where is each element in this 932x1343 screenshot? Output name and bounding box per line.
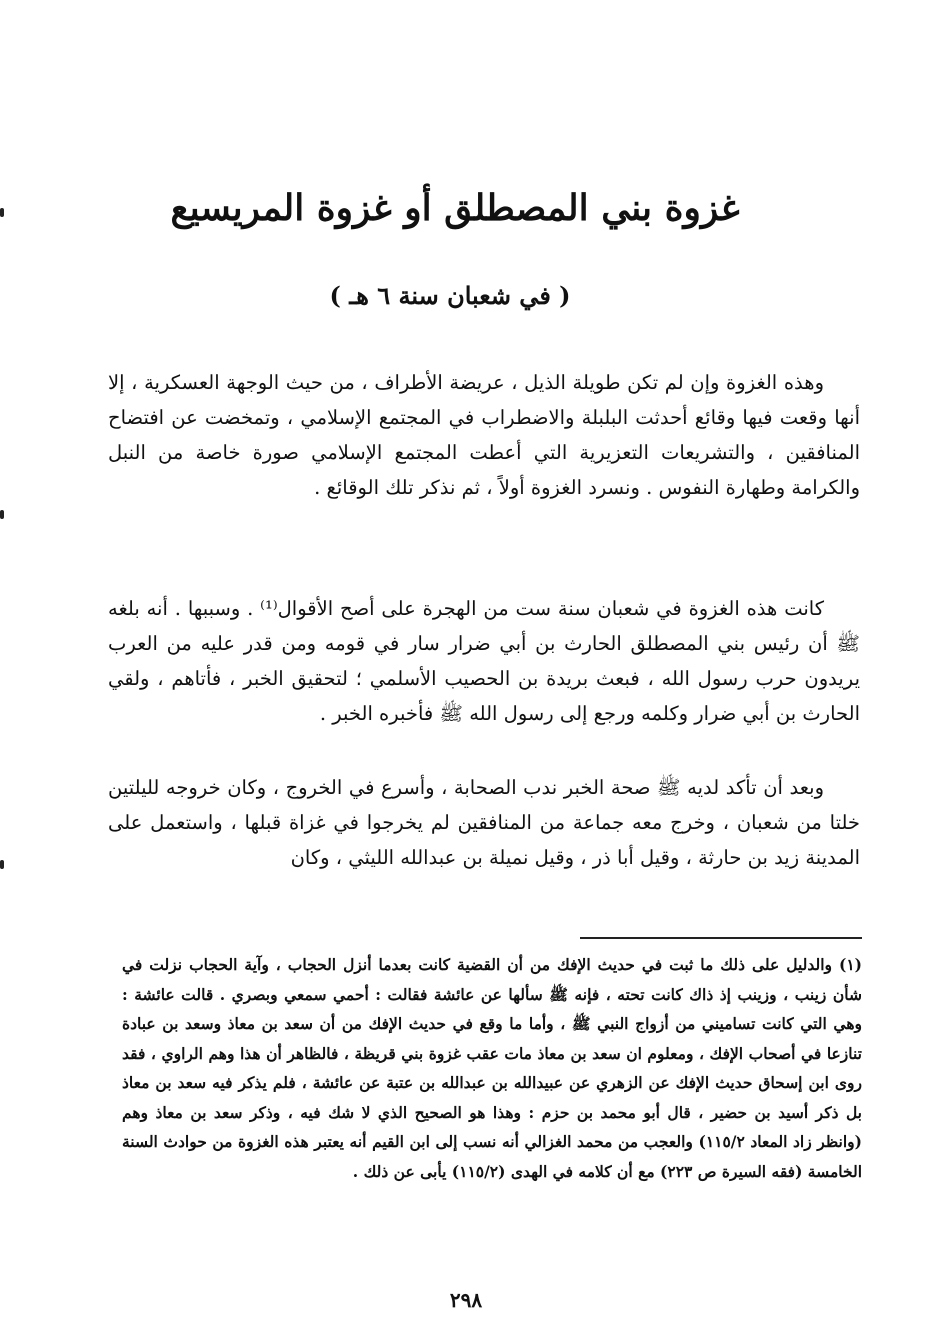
paragraph-text: وهذه الغزوة وإن لم تكن طويلة الذيل ، عريضة الأطراف ، من حيث الوجهة العسكرية ، إلا أنها وقعت فيها وقائع أحدثت البلبلة والاضطراب في المجتمع الإسلامي ، وتمخضت عن افتضاح المنافقين ، والتشريعات التعزيرية التي أعطت المجتمع الإسلامي صورة خاصة من النبل والكرامة وطهارة النفوس . ونسرد الغزوة أولاً ، ثم نذكر تلك الوقائع . [108,371,860,499]
paragraph-1 [108,365,860,505]
page-subtitle: ( في شعبان سنة ٦ هـ ) [329,281,571,310]
scan-mark [0,860,4,869]
footnote-divider [580,937,862,939]
scan-mark [0,510,4,519]
page-number: ٢٩٨ [449,1288,483,1312]
paragraph-3 [108,770,860,875]
paragraph-2 [108,591,860,731]
footnote: (١) والدليل على ذلك ما ثبت في حديث الإفك من أن القضية كانت بعدما أنزل الحجاب ، وآية الحجاب نزلت في شأن زينب ، وزينب إذ ذاك كانت تحته ، فإنه ﷺ سألها عن عائشة فقالت : أحمي سمعي وبصري . قالت عائشة : وهي التي كانت تساميني من أزواج النبي ﷺ ، وأما ما وقع في حديث الإفك من أن سعد بن معاذ وسعد بن عبادة تنازعا في أصحاب الإفك ، ومعلوم ان سعد بن معاذ مات عقب غزوة بني قريظة ، فالظاهر أن هذا وهم الراوي ، فقد روى ابن إسحاق حديث الإفك عن الزهري عن عبيدالله بن عبدالله بن عتبة عن عائشة ، فلم يذكر فيه سعد بن معاذ بل ذكر أسيد بن حضير ، قال أبو محمد بن حزم : وهذا هو الصحيح الذي لا شك فيه ، وذكر سعد بن معاذ وهم (وانظر زاد المعاد ١١٥/٢) والعجب من محمد الغزالي أنه نسب إلى ابن القيم أنه يعتبر هذه الغزوة من حوادث السنة الخامسة (فقه السيرة ص ٢٢٣) مع أن كلامه في الهدى (١١٥/٢) يأبى عن ذلك . [122,955,862,1181]
scan-mark [0,208,4,217]
paragraph-text: وبعد أن تأكد لديه ﷺ صحة الخبر ندب الصحابة ، وأسرع في الخروج ، وكان خروجه لليلتين خلتا من شعبان ، وخرج معه جماعة من المنافقين لم يخرجوا في غزاة قبلها ، واستعمل على المدينة زيد بن حارثة ، وقيل أبا ذر ، وقيل نميلة بن عبدالله الليثي ، وكان [108,776,860,869]
paragraph-text: كانت هذه الغزوة في شعبان سنة ست من الهجرة على أصح الأقوال⁽¹⁾ . وسببها . أنه بلغه ﷺ أن رئيس بني المصطلق الحارث بن أبي ضرار سار في قومه ومن قدر عليه من العرب يريدون حرب رسول الله ، فبعث بريدة بن الحصيب الأسلمي ؛ لتحقيق الخبر ، فأتاهم ، ولقي الحارث بن أبي ضرار وكلمه ورجع إلى رسول الله ﷺ فأخبره الخبر . [108,597,860,725]
page-title: غزوة بني المصطلق أو غزوة المريسيع [170,187,740,229]
